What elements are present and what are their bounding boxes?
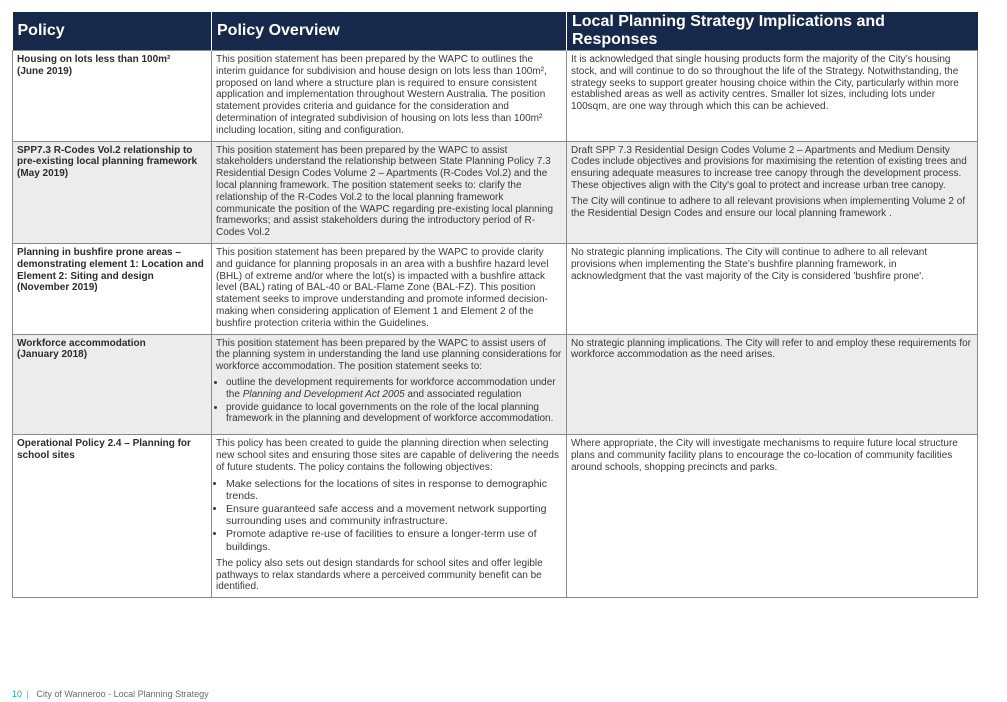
response-text: No strategic planning implications. The City will continue to adhere to all relevant provisions when implementing the State’s bushfire planning framework, in acknowledgment that the vast majority of the City is considered 'bushfire prone'. <box>571 246 928 282</box>
overview-cell <box>212 51 567 142</box>
policy-cell <box>13 51 212 142</box>
response-text: It is acknowledged that single housing products form the majority of the City’s housing stock, and will continue to do so throughout the life of the Strategy. Notwithstanding, the strategy seeks to support greater housing choice within the City, particularly within more established areas as well as activity centres. Smaller lot sizes, including lots under 100sqm, are one way through which this can be achieved. <box>571 54 959 113</box>
overview-cell <box>212 243 567 334</box>
overview-bullet-list <box>216 377 562 425</box>
overview-outro: The policy also sets out design standards for school sites and offer legible pathways to relax standards where a perceived community benefit can be identified. <box>216 557 543 593</box>
policy-title: Planning in bushfire prone areas – demonstrating element 1: Location and Element 2: Siting and design <box>17 246 204 282</box>
policy-date: (January 2018) <box>17 349 88 361</box>
policy-table <box>12 12 978 598</box>
policy-date: (June 2019) <box>17 65 73 77</box>
policy-title: Workforce accommodation <box>17 337 146 349</box>
header-implications: Local Planning Strategy Implications and Responses <box>567 12 978 51</box>
policy-cell <box>13 243 212 334</box>
response-text: The City will continue to adhere to all relevant provisions when implementing Volume 2 of the Residential Design Codes and ensure our local planning framework . <box>571 195 966 219</box>
list-item: • Ensure guaranteed safe access and a movement network supporting surrounding uses and community infrastructure. <box>226 503 562 527</box>
act-title: Planning and Development Act 2005 <box>242 388 405 400</box>
list-item: • Make selections for the locations of sites in response to demographic trends. <box>226 478 562 502</box>
policy-title: Operational Policy 2.4 – Planning for school sites <box>17 438 191 461</box>
overview-cell <box>212 435 567 598</box>
list-item: • outline the development requirements for workforce accommodation under the Planning and Development Act 2005 and associated regulation <box>226 377 562 401</box>
overview-cell <box>212 141 567 243</box>
response-text: Where appropriate, the City will investigate mechanisms to require future local structure plans and community facility plans to encourage the co-location of community facilities around schools, shopping precincts and parks. <box>571 438 958 473</box>
overview-bullet-list <box>216 478 562 553</box>
response-cell <box>567 141 978 243</box>
policy-date: (May 2019) <box>17 168 69 180</box>
table-row <box>13 141 978 243</box>
footer-separator: | <box>26 689 29 699</box>
table-row <box>13 435 978 598</box>
table-row <box>13 243 978 334</box>
response-text: No strategic planning implications. The City will refer to and employ these requirements for workforce accommodation as the need arises. <box>571 337 971 361</box>
policy-cell <box>13 141 212 243</box>
policy-cell <box>13 334 212 435</box>
page-number: 10 <box>12 689 23 699</box>
table-header-row <box>13 12 978 51</box>
overview-intro: This position statement has been prepared by the WAPC to assist users of the planning system in understanding the land use planning considerations for workforce accommodation. The position statement seeks to: <box>216 337 562 373</box>
response-text: Draft SPP 7.3 Residential Design Codes Volume 2 – Apartments and Medium Density Codes include objectives and provisions for maximising the retention of existing trees and ensuring adequate measures to increase tree canopy through the development process. These objectives align with the City's goal to protect and increase urban tree canopy. <box>571 144 967 191</box>
document-title: City of Wanneroo - Local Planning Strategy <box>36 689 209 699</box>
policy-title: Housing on lots less than 100m² <box>17 54 171 65</box>
policy-date: (November 2019) <box>17 282 98 294</box>
overview-text: This position statement has been prepared by the WAPC to outlines the interim guidance for subdivision and house design on lots less than 100m², proposed on land where a structure plan is required to ensure consistent application and implementation throughout Western Australia. The position statement provides criteria and guidance for the consideration and determination of integrated subdivision of housing on lots less than 100m² including location, siting and configuration. <box>216 54 547 136</box>
overview-text: This position statement has been prepared by the WAPC to provide clarity and guidance for planning proposals in an area with a bushfire hazard level (BHL) of extreme and/or where the lot(s) is impacted with a bushfire attack level (BAL) rating of BAL-40 or BAL-Flame Zone (BAL-FZ). This position statement seeks to improve understanding and promote informed decision-making when considering application of Element 1 and Element 2 of the bushfire protection criteria within the Guidelines. <box>216 246 549 329</box>
response-cell <box>567 243 978 334</box>
policy-title: SPP7.3 R-Codes Vol.2 relationship to pre-existing local planning framework <box>17 144 198 168</box>
page-footer <box>12 689 209 699</box>
list-item: • Promote adaptive re-use of facilities to ensure a longer-term use of buildings. <box>226 528 562 552</box>
response-cell <box>567 435 978 598</box>
response-cell <box>567 334 978 435</box>
overview-text: This position statement has been prepared by the WAPC to assist stakeholders understand the relationship between State Planning Policy 7.3 Residential Design Codes Volume 2 – Apartments (R-Codes Vol.2) and the local planning framework. The position statement seeks to: clarify the relationship of the R-Codes Vol.2 to the local planning framework communicate the position of the WAPC regarding pre-existing local planning frameworks; and assist stakeholders during the introductory period of R-Codes Vol.2 <box>216 144 554 239</box>
list-item: • provide guidance to local governments on the role of the local planning framework in the planning and development of workforce accommodation. <box>226 402 562 426</box>
table-row <box>13 334 978 435</box>
overview-intro: This policy has been created to guide the planning direction when selecting new school sites and ensuring those sites are capable of delivering the needs of future students. The policy contains the following objectives: <box>216 438 559 473</box>
header-policy: Policy <box>13 12 212 51</box>
policy-cell <box>13 435 212 598</box>
table-row <box>13 51 978 142</box>
header-policy-overview: Policy Overview <box>212 12 567 51</box>
response-cell <box>567 51 978 142</box>
overview-cell <box>212 334 567 435</box>
